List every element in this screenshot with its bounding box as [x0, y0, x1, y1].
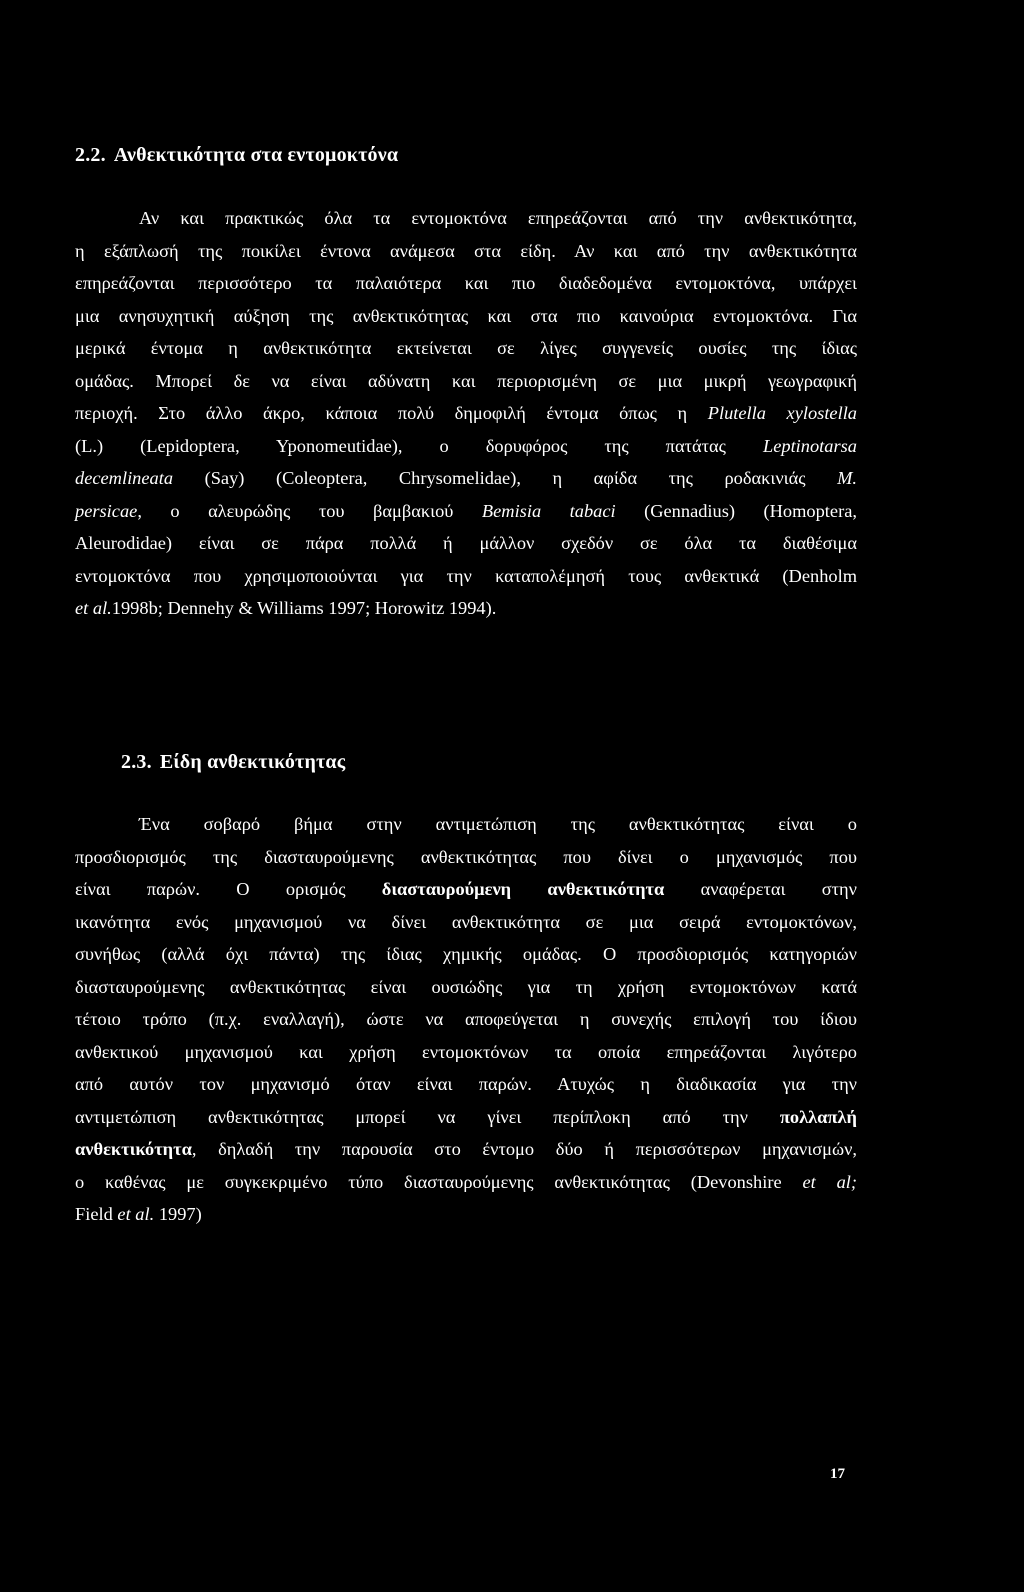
section-title: Ανθεκτικότητα στα εντομοκτόνα — [113, 144, 399, 166]
term-multiple-resistance: ανθεκτικότητα — [75, 1139, 192, 1159]
species-name: decemlineata — [75, 468, 174, 488]
section-title: Είδη ανθεκτικότητας — [159, 751, 346, 773]
term-multiple-resistance: πολλαπλή — [779, 1106, 857, 1127]
text-line: εντομοκτόνα που χρησιμοποιούνται για την καταπολέμησή τους ανθεκτικά (Denholm — [75, 565, 857, 586]
paragraph-2-2 — [75, 202, 857, 625]
text-line: et al.1998b; Dennehy & Williams 1997; Horowitz 1994). — [75, 598, 497, 618]
text-line: είναι παρών. Ο ορισμός διασταυρούμενη ανθεκτικότητα αναφέρεται στην — [75, 879, 857, 899]
text-line: μερικά έντομα η ανθεκτικότητα εκτείνεται σε λίγες συγγενείς ουσίες της ίδιας — [75, 338, 857, 358]
species-name: Leptinotarsa — [762, 435, 857, 456]
text-line: decemlineata (Say) (Coleoptera, Chrysomelidae), η αφίδα της ροδακινιάς M. — [75, 468, 857, 488]
page-number: 17 — [830, 1466, 845, 1482]
citation-etal: et al. — [75, 598, 112, 618]
text-line: προσδιορισμός της διασταυρούμενης ανθεκτικότητας που δίνει ο μηχανισμός που — [75, 846, 857, 867]
text-line: αντιμετώπιση ανθεκτικότητας μπορεί να γίνει περίπλοκη από την πολλαπλή — [75, 1106, 857, 1127]
citation-etal: et al; — [802, 1171, 857, 1192]
text-line: (L.) (Lepidoptera, Yponomeutidae), ο δορυφόρος της πατάτας Leptinotarsa — [75, 435, 857, 456]
text-line: ομάδας. Μπορεί δε να είναι αδύνατη και περιορισμένη σε μια μικρή γεωγραφική — [75, 370, 857, 391]
text-line: η εξάπλωσή της ποικίλει έντονα ανάμεσα στα είδη. Αν και από την ανθεκτικότητα — [75, 240, 857, 261]
species-name: Plutella xylostella — [707, 403, 857, 423]
text-line: ικανότητα ενός μηχανισμού να δίνει ανθεκτικότητα σε μια σειρά εντομοκτόνων, — [75, 911, 857, 932]
section-number: 2.2. — [75, 144, 106, 166]
text-line: Ένα σοβαρό βήμα στην αντιμετώπιση της ανθεκτικότητας είναι ο — [139, 814, 857, 834]
text-line: περιοχή. Στο άλλο άκρο, κάποια πολύ δημοφιλή έντομα όπως η Plutella xylostella — [75, 403, 857, 423]
text-line: τέτοιο τρόπο (π.χ. εναλλαγή), ώστε να αποφεύγεται η συνεχής επιλογή του ίδιου — [75, 1009, 857, 1029]
text-line: ανθεκτικότητα, δηλαδή την παρουσία στο έντομο δύο ή περισσότερων μηχανισμών, — [75, 1139, 857, 1159]
text-line: συνήθως (αλλά όχι πάντα) της ίδιας χημικής ομάδας. Ο προσδιορισμός κατηγοριών — [75, 944, 857, 964]
section-heading-2-2 — [75, 144, 398, 167]
paragraph-2-3 — [75, 808, 857, 1231]
species-name: Bemisia tabaci — [481, 500, 616, 521]
section-heading-2-3 — [121, 751, 345, 774]
text-line: ο καθένας με συγκεκριμένο τύπο διασταυρούμενης ανθεκτικότητας (Devonshire et al; — [75, 1171, 857, 1192]
citation-etal: et al. — [117, 1204, 155, 1224]
text-line: διασταυρούμενης ανθεκτικότητας είναι ουσιώδης για τη χρήση εντομοκτόνων κατά — [75, 976, 857, 997]
text-line: από αυτόν τον μηχανισμό όταν είναι παρών. Ατυχώς η διαδικασία για την — [75, 1074, 857, 1094]
text-line: ανθεκτικού μηχανισμού και χρήση εντομοκτόνων τα οποία επηρεάζονται λιγότερο — [75, 1041, 857, 1062]
text-line: persicae, ο αλευρώδης του βαμβακιού Bemisia tabaci (Gennadius) (Homoptera, — [75, 500, 857, 521]
term-cross-resistance: διασταυρούμενη ανθεκτικότητα — [381, 879, 665, 899]
text-line: Field et al. 1997) — [75, 1204, 202, 1224]
text-line: Aleurodidae) είναι σε πάρα πολλά ή μάλλον σχεδόν σε όλα τα διαθέσιμα — [75, 533, 857, 553]
section-number: 2.3. — [121, 751, 152, 773]
text-line: Αν και πρακτικώς όλα τα εντομοκτόνα επηρεάζονται από την ανθεκτικότητα, — [139, 208, 857, 228]
text-line: μια ανησυχητική αύξηση της ανθεκτικότητας και στα πιο καινούρια εντομοκτόνα. Για — [75, 305, 857, 326]
text-line: επηρεάζονται περισσότερο τα παλαιότερα και πιο διαδεδομένα εντομοκτόνα, υπάρχει — [75, 273, 857, 293]
species-name: persicae — [75, 500, 138, 521]
species-name: M. — [837, 468, 857, 488]
